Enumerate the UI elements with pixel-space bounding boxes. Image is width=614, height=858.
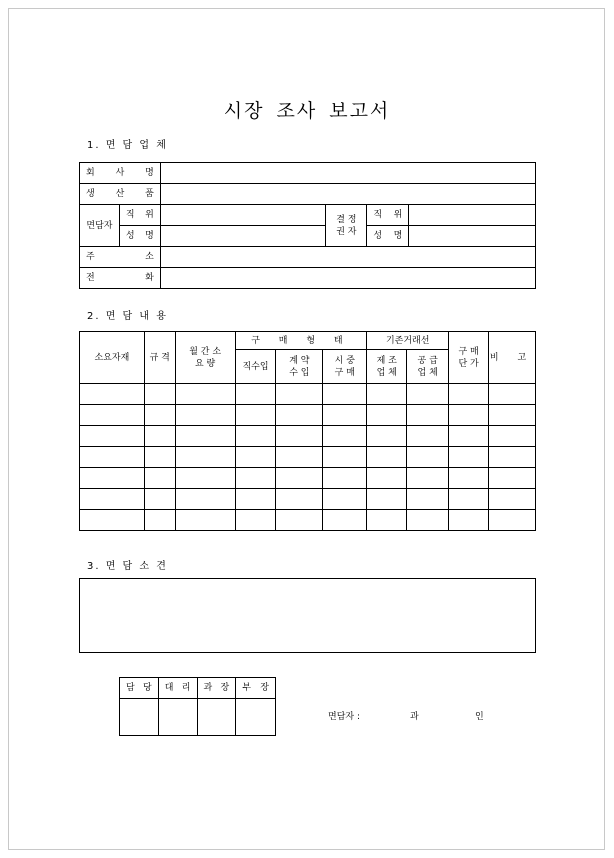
interviewee-label: 면담자 — [80, 205, 120, 247]
header-material: 소요자재 — [80, 332, 145, 384]
table-cell[interactable] — [235, 510, 276, 531]
header-spec: 규 격 — [144, 332, 175, 384]
table-cell[interactable] — [489, 510, 536, 531]
header-supplier: 공 급 업 체 — [407, 350, 449, 384]
table-cell[interactable] — [80, 426, 145, 447]
header-market-purchase: 시 중 구 매 — [323, 350, 367, 384]
approval-sign-staff[interactable] — [120, 699, 159, 736]
name-value[interactable] — [160, 226, 326, 247]
company-value[interactable] — [160, 163, 535, 184]
table-cell[interactable] — [175, 405, 235, 426]
table-cell[interactable] — [367, 447, 407, 468]
table-cell[interactable] — [175, 447, 235, 468]
approval-header-manager: 과 장 — [197, 678, 236, 699]
table-cell[interactable] — [276, 426, 323, 447]
approval-header-assistant: 대 리 — [158, 678, 197, 699]
dm-name-value[interactable] — [409, 226, 536, 247]
signature-seal[interactable]: 인 — [475, 712, 484, 722]
table-cell[interactable] — [489, 447, 536, 468]
document-title: 시장 조사 보고서 — [223, 100, 391, 122]
dm-name-label: 성 명 — [367, 226, 409, 247]
phone-value[interactable] — [160, 268, 535, 289]
header-contract-import: 계 약 수 입 — [276, 350, 323, 384]
table-cell[interactable] — [407, 426, 449, 447]
table-cell[interactable] — [235, 405, 276, 426]
interview-content-table — [79, 331, 536, 531]
approval-table — [119, 677, 276, 736]
table-cell[interactable] — [80, 468, 145, 489]
table-cell[interactable] — [175, 384, 235, 405]
table-cell[interactable] — [407, 510, 449, 531]
table-cell[interactable] — [235, 384, 276, 405]
table-cell[interactable] — [144, 384, 175, 405]
approval-sign-assistant[interactable] — [158, 699, 197, 736]
address-value[interactable] — [160, 247, 535, 268]
table-cell[interactable] — [80, 489, 145, 510]
opinion-box[interactable] — [79, 578, 536, 653]
table-cell[interactable] — [449, 447, 489, 468]
table-cell[interactable] — [276, 405, 323, 426]
table-cell[interactable] — [449, 384, 489, 405]
dm-position-label: 직 위 — [367, 205, 409, 226]
table-cell[interactable] — [276, 510, 323, 531]
table-cell[interactable] — [175, 468, 235, 489]
table-cell[interactable] — [80, 405, 145, 426]
table-cell[interactable] — [323, 468, 367, 489]
table-cell[interactable] — [489, 489, 536, 510]
table-row — [80, 384, 536, 405]
name-label: 성 명 — [119, 226, 160, 247]
table-cell[interactable] — [276, 468, 323, 489]
position-label: 직 위 — [119, 205, 160, 226]
approval-sign-manager[interactable] — [197, 699, 236, 736]
table-cell[interactable] — [276, 384, 323, 405]
table-cell[interactable] — [323, 405, 367, 426]
table-cell[interactable] — [323, 510, 367, 531]
table-row — [80, 447, 536, 468]
company-info-table — [79, 162, 536, 289]
table-cell[interactable] — [323, 489, 367, 510]
phone-label: 전 화 — [80, 268, 161, 289]
table-cell[interactable] — [367, 468, 407, 489]
table-cell[interactable] — [323, 426, 367, 447]
table-cell[interactable] — [449, 510, 489, 531]
signature-label: 면담자 : — [328, 712, 360, 722]
section1-heading: 1. 면 담 업 체 — [87, 140, 168, 151]
section3-heading: 3. 면 담 소 견 — [87, 561, 168, 572]
table-cell[interactable] — [449, 489, 489, 510]
table-cell[interactable] — [489, 426, 536, 447]
header-existing-partner: 기존거래선 — [367, 332, 449, 350]
table-cell[interactable] — [449, 405, 489, 426]
table-cell[interactable] — [144, 447, 175, 468]
table-cell[interactable] — [407, 489, 449, 510]
table-cell[interactable] — [407, 405, 449, 426]
approval-sign-director[interactable] — [236, 699, 276, 736]
table-cell[interactable] — [367, 426, 407, 447]
table-row — [80, 489, 536, 510]
table-cell[interactable] — [80, 384, 145, 405]
table-cell[interactable] — [407, 447, 449, 468]
table-cell[interactable] — [489, 405, 536, 426]
approval-header-staff: 담 당 — [120, 678, 159, 699]
approval-header-director: 부 장 — [236, 678, 276, 699]
dm-position-value[interactable] — [409, 205, 536, 226]
table-cell[interactable] — [367, 405, 407, 426]
table-cell[interactable] — [144, 510, 175, 531]
table-cell[interactable] — [144, 468, 175, 489]
header-purchase-type: 구 매 형 태 — [235, 332, 367, 350]
table-cell[interactable] — [276, 447, 323, 468]
product-label: 생 산 품 — [80, 184, 161, 205]
table-row — [80, 405, 536, 426]
table-cell[interactable] — [449, 468, 489, 489]
position-value[interactable] — [160, 205, 326, 226]
table-cell[interactable] — [276, 489, 323, 510]
table-cell[interactable] — [449, 426, 489, 447]
header-remarks: 비 고 — [489, 332, 536, 384]
table-cell[interactable] — [323, 384, 367, 405]
table-cell[interactable] — [175, 426, 235, 447]
table-cell[interactable] — [175, 489, 235, 510]
decision-maker-label: 결 정 권 자 — [326, 205, 367, 247]
table-cell[interactable] — [144, 426, 175, 447]
table-row — [80, 468, 536, 489]
table-cell[interactable] — [323, 447, 367, 468]
table-cell[interactable] — [144, 489, 175, 510]
table-cell[interactable] — [80, 510, 145, 531]
table-cell[interactable] — [489, 384, 536, 405]
table-cell[interactable] — [367, 384, 407, 405]
header-manufacturer: 제 조 업 체 — [367, 350, 407, 384]
company-label: 회 사 명 — [80, 163, 161, 184]
signature-unit: 과 — [410, 712, 419, 722]
table-cell[interactable] — [80, 447, 145, 468]
table-cell[interactable] — [235, 489, 276, 510]
product-value[interactable] — [160, 184, 535, 205]
section2-heading: 2. 면 담 내 용 — [87, 311, 168, 322]
table-cell[interactable] — [489, 468, 536, 489]
table-cell[interactable] — [235, 426, 276, 447]
table-cell[interactable] — [407, 468, 449, 489]
table-cell[interactable] — [235, 468, 276, 489]
table-cell[interactable] — [367, 489, 407, 510]
header-monthly-usage: 월 간 소 요 량 — [175, 332, 235, 384]
header-direct-import: 직수입 — [235, 350, 276, 384]
table-cell[interactable] — [367, 510, 407, 531]
table-cell[interactable] — [144, 405, 175, 426]
table-cell[interactable] — [407, 384, 449, 405]
table-body — [80, 384, 536, 531]
table-cell[interactable] — [175, 510, 235, 531]
table-row — [80, 510, 536, 531]
address-label: 주 소 — [80, 247, 161, 268]
table-row — [80, 426, 536, 447]
header-purchase-price: 구 매 단 가 — [449, 332, 489, 384]
table-cell[interactable] — [235, 447, 276, 468]
